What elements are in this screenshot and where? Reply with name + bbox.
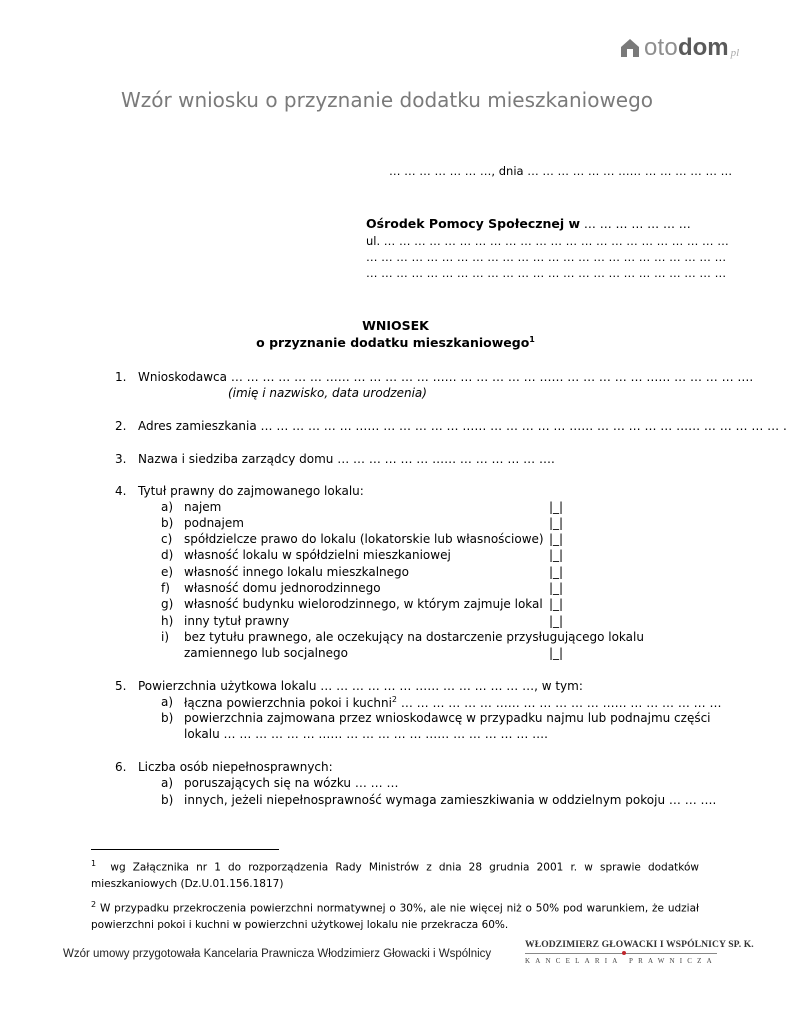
- item-5a-text: [184, 695, 722, 710]
- item-6b-letter: b): [161, 793, 174, 807]
- item-5a-letter: a): [161, 695, 174, 709]
- item-6-text: Liczba osób niepełnosprawnych:: [138, 760, 333, 774]
- office-heading: [366, 216, 691, 231]
- item-2-number: 2.: [115, 419, 127, 433]
- option-f-letter: f): [161, 581, 170, 595]
- option-d-letter: d): [161, 548, 174, 562]
- red-dot-icon: [622, 951, 626, 955]
- wniosek-title: WNIOSEK: [362, 318, 429, 333]
- item-5-number: 5.: [115, 679, 127, 693]
- option-e-letter: e): [161, 565, 174, 579]
- item-2-text: Adres zamieszkania … … … … … … …… … … … … … …… … … … … … …… … … … … … …… … … … … … .: [138, 419, 787, 433]
- logo-text-oto: oto: [644, 34, 678, 61]
- option-e-label: własność innego lokalu mieszkalnego: [184, 565, 409, 579]
- wniosek-subtitle: [0, 335, 791, 350]
- footnote-2-mark: 2: [91, 900, 97, 909]
- place-date-line: … … … … … … …, dnia … … … … … … …… … … … … … …: [389, 164, 733, 178]
- office-heading-dots: … … … … … … …: [580, 217, 691, 231]
- item-5b-text: powierzchnia zajmowana przez wnioskodawcę w przypadku najmu lub podnajmu części: [184, 711, 711, 725]
- item-4-text: Tytuł prawny do zajmowanego lokalu:: [138, 484, 364, 498]
- option-f-checkbox: |_|: [549, 581, 564, 595]
- option-b-checkbox: |_|: [549, 516, 564, 530]
- footnote-2: [91, 897, 699, 933]
- option-i-label-cont: zamiennego lub socjalnego: [184, 646, 348, 660]
- law-firm-logo: [525, 939, 754, 965]
- item-5-text: Powierzchnia użytkowa lokalu … … … … … … …… … … … … … …, w tym:: [138, 679, 583, 693]
- option-e-checkbox: |_|: [549, 565, 564, 579]
- option-h-letter: h): [161, 614, 174, 628]
- item-1-number: 1.: [115, 370, 127, 384]
- item-1-hint: (imię i nazwisko, data urodzenia): [228, 386, 427, 400]
- office-address-line: ul. … … … … … … … … … … … … … … … … … … … … … … …: [366, 234, 729, 248]
- office-line-2: … … … … … … … … … … … … … … … … … … … … … … … …: [366, 250, 727, 264]
- item-6a-text: poruszających się na wózku … … …: [184, 776, 399, 790]
- option-f-label: własność domu jednorodzinnego: [184, 581, 381, 595]
- item-6-number: 6.: [115, 760, 127, 774]
- option-c-label: spółdzielcze prawo do lokalu (lokatorskie lub własnościowe): [184, 532, 544, 546]
- option-g-checkbox: |_|: [549, 597, 564, 611]
- footnote-1: [91, 856, 699, 892]
- option-a-checkbox: |_|: [549, 500, 564, 514]
- option-g-label: własność budynku wielorodzinnego, w którym zajmuje lokal: [184, 597, 543, 611]
- footnote-ref-1: 1: [529, 335, 535, 344]
- footer-note: Wzór umowy przygotowała Kancelaria Prawnicza Włodzimierz Głowacki i Wspólnicy: [63, 948, 492, 960]
- item-5a-label: łączna powierzchnia pokoi i kuchni: [184, 696, 392, 710]
- item-5b-text-cont: lokalu … … … … … … …… … … … … … …… … … … … … ….: [184, 727, 548, 741]
- law-firm-name: WŁODZIMIERZ GŁOWACKI I WSPÓLNICY SP. K.: [525, 939, 754, 950]
- option-g-letter: g): [161, 597, 174, 611]
- option-b-letter: b): [161, 516, 174, 530]
- footnote-1-text: wg Załącznika nr 1 do rozporządzenia Rady Ministrów z dnia 28 grudnia 2001 r. w sprawie dodatków mieszkaniowych (Dz.U.01.156.1817): [91, 861, 699, 890]
- house-icon: [619, 37, 641, 59]
- option-b-label: podnajem: [184, 516, 244, 530]
- footnote-2-text: W przypadku przekroczenia powierzchni normatywnej o 30%, ale nie więcej niż o 50% pod warunkiem, że udział powierzchni pokoi i kuchni w powierzchni użytkowej lokalu nie przekracza 60%.: [91, 902, 700, 931]
- document-title: Wzór wniosku o przyznanie dodatku mieszkaniowego: [121, 88, 654, 112]
- logo-text-dom: dom: [677, 34, 729, 61]
- option-i-label: bez tytułu prawnego, ale oczekujący na dostarczenie przysługującego lokalu: [184, 630, 644, 644]
- footnote-1-mark: 1: [91, 859, 97, 868]
- option-h-label: inny tytuł prawny: [184, 614, 290, 628]
- law-firm-subtitle: KANCELARIA PRAWNICZA: [525, 957, 717, 965]
- otodom-logo: [619, 30, 739, 66]
- item-4-number: 4.: [115, 484, 127, 498]
- logo-text-pl: pl: [730, 47, 740, 59]
- item-3-text: Nazwa i siedziba zarządcy domu … … … … … … …… … … … … … ….: [138, 452, 555, 466]
- office-line-3: … … … … … … … … … … … … … … … … … … … … … … … …: [366, 266, 727, 280]
- option-a-label: najem: [184, 500, 222, 514]
- office-heading-label: Ośrodek Pomocy Społecznej w: [366, 216, 581, 231]
- item-5a-dots: … … … … … … …… … … … … … …… … … … … … …: [397, 696, 722, 710]
- footnote-ref-2: 2: [391, 695, 398, 704]
- item-5b-letter: b): [161, 711, 174, 725]
- option-c-letter: c): [161, 532, 173, 546]
- option-d-label: własność lokalu w spółdzielni mieszkaniowej: [184, 548, 451, 562]
- option-d-checkbox: |_|: [549, 548, 564, 562]
- footnote-separator: [91, 849, 279, 850]
- item-6a-letter: a): [161, 776, 174, 790]
- option-c-checkbox: |_|: [549, 532, 564, 546]
- wniosek-subtitle-text: o przyznanie dodatku mieszkaniowego: [256, 335, 530, 351]
- option-h-checkbox: |_|: [549, 614, 564, 628]
- item-6b-text: innych, jeżeli niepełnosprawność wymaga zamieszkiwania w oddzielnym pokoju … … ….: [184, 793, 717, 807]
- item-3-number: 3.: [115, 452, 127, 466]
- option-a-letter: a): [161, 500, 174, 514]
- option-i-letter: i): [161, 630, 170, 644]
- option-i-checkbox: |_|: [549, 646, 564, 660]
- item-1-text: Wnioskodawca … … … … … … …… … … … … … …… … … … … … …… … … … … … …… … … … … ….: [138, 370, 754, 384]
- law-firm-rule: [525, 953, 717, 954]
